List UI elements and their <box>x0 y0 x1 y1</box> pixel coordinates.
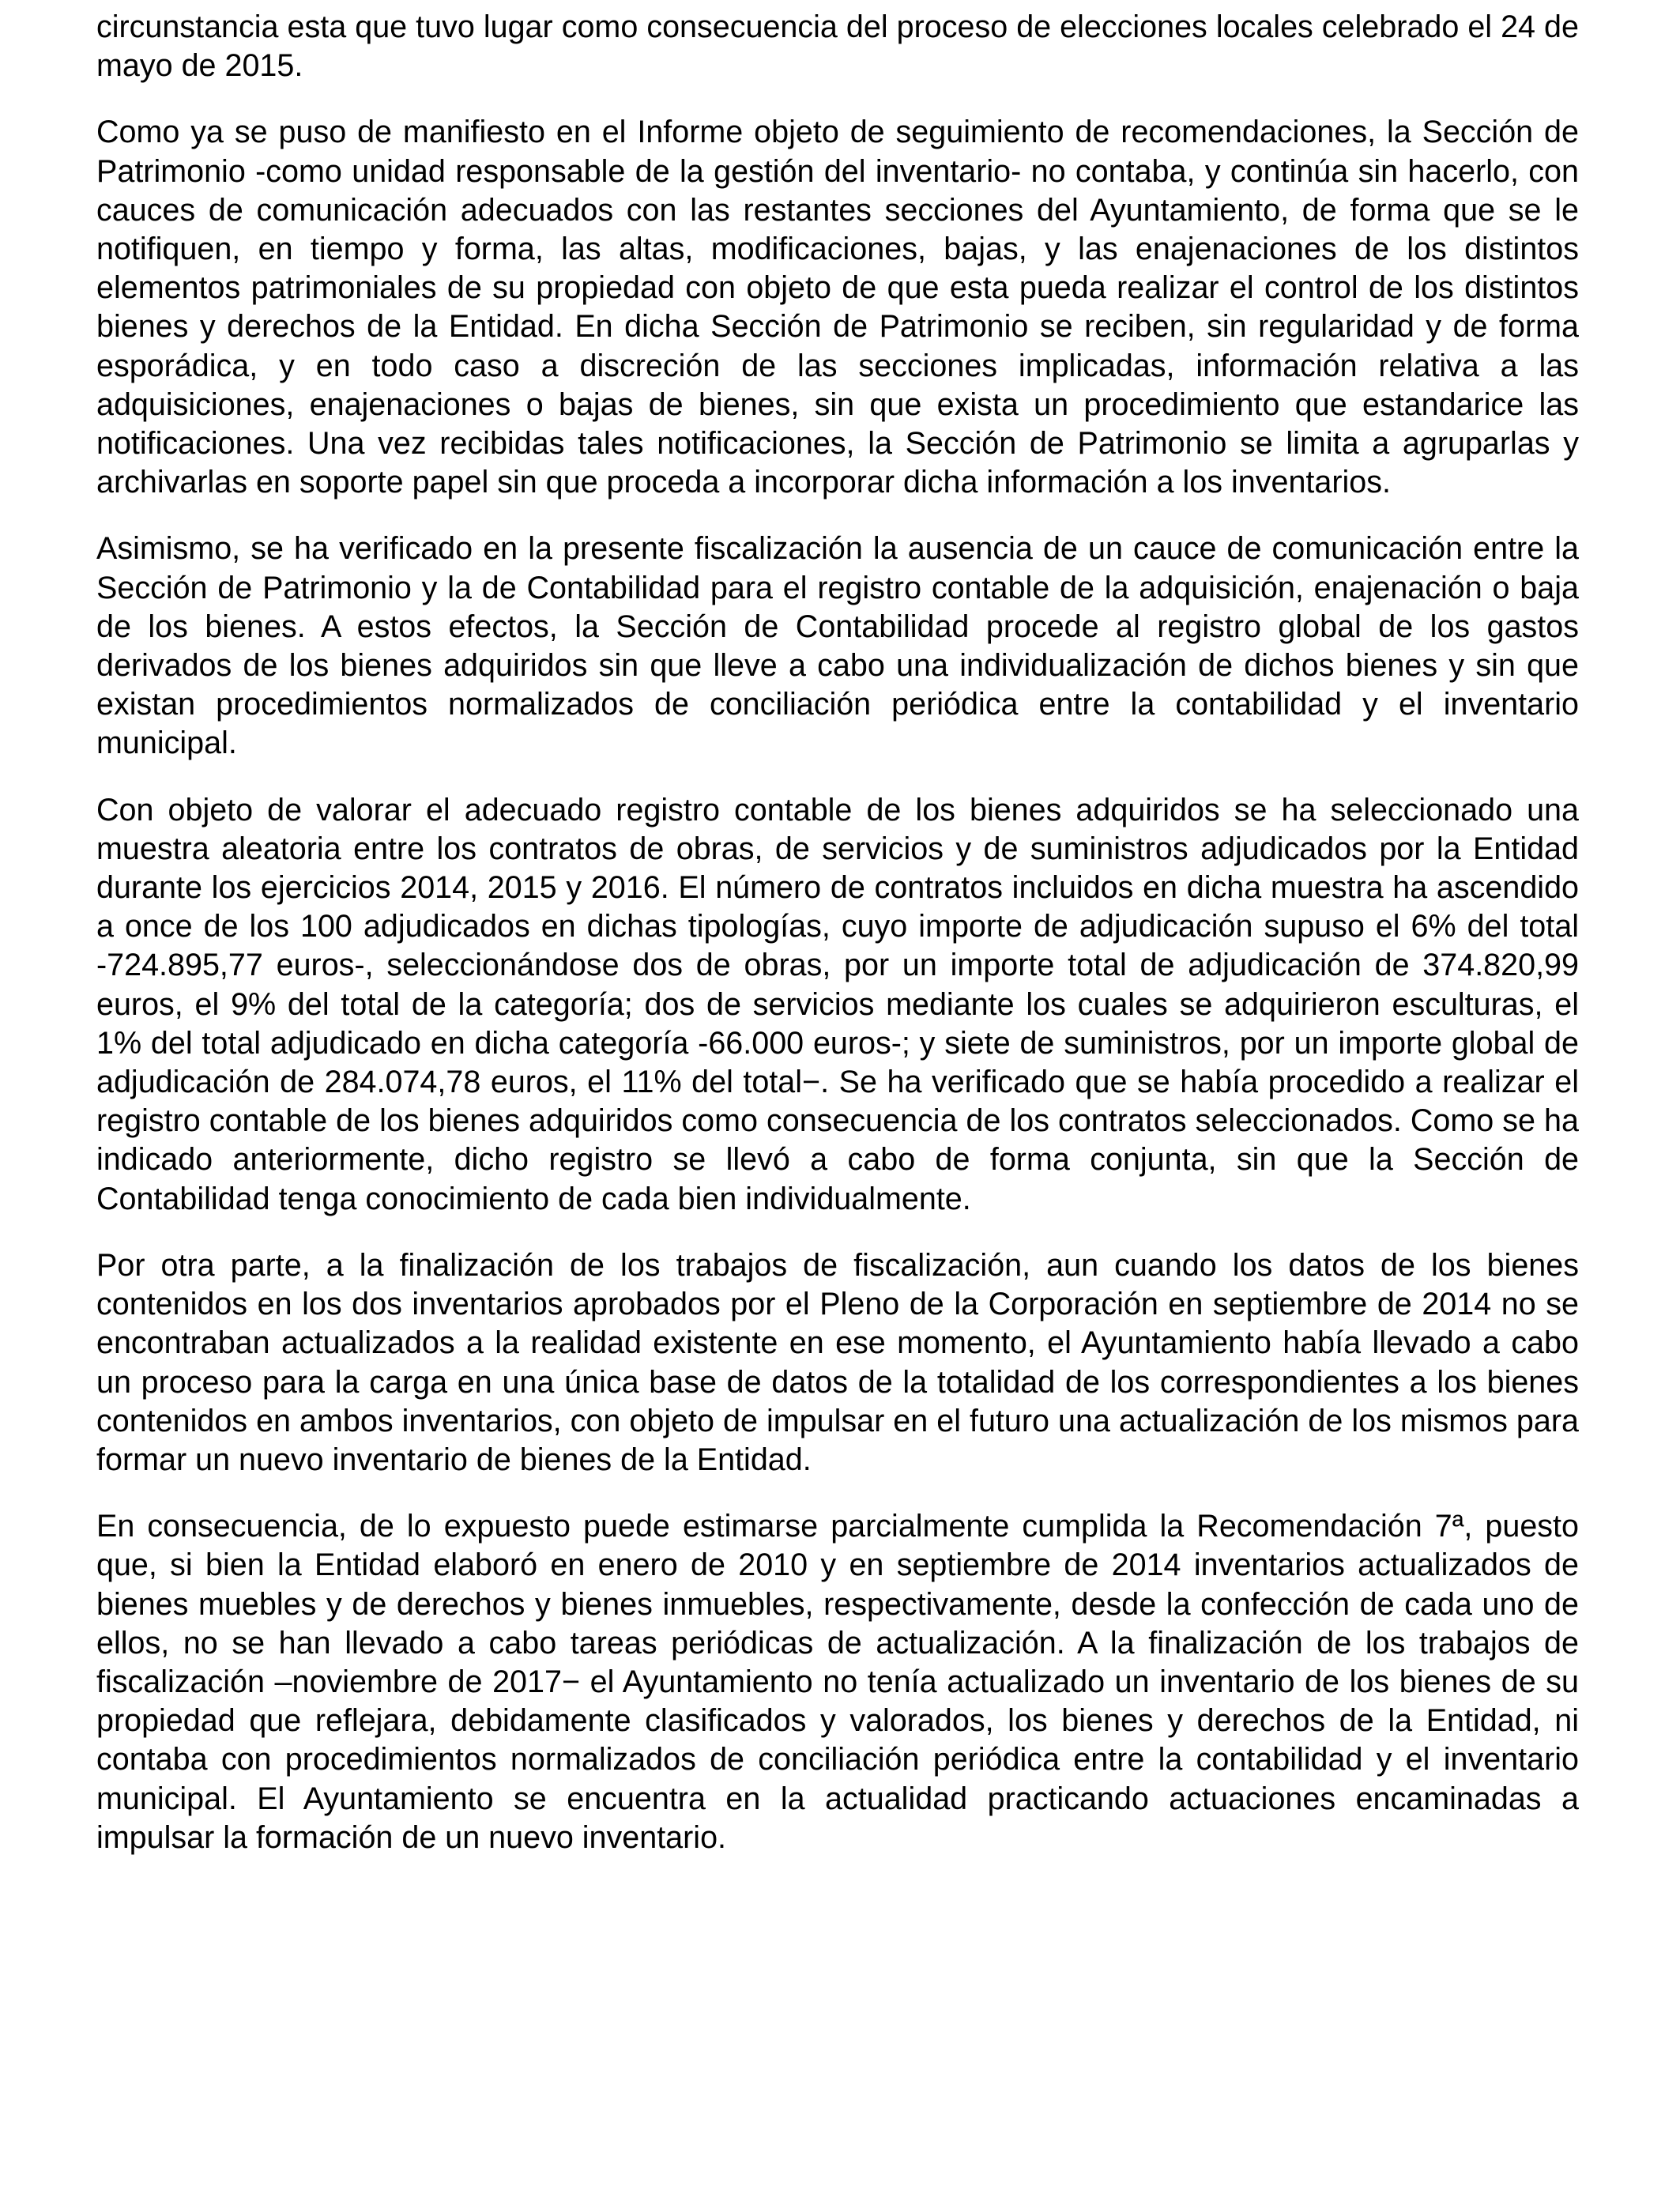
paragraph-patrimonio-communication: Como ya se puso de manifiesto en el Informe objeto de seguimiento de recomendaciones, la Sección de Patrimonio -como unidad responsable de la gestión del inventario- no contaba, y continúa sin hacerlo, con cauces de comunicación adecuados con las restantes secciones del Ayuntamiento, de forma que se le notifiquen, en tiempo y forma, las altas, modificaciones, bajas, y las enajenaciones de los distintos elementos patrimoniales de su propiedad con objeto de que esta pueda realizar el control de los distintos bienes y derechos de la Entidad. En dicha Sección de Patrimonio se reciben, sin regularidad y de forma esporádica, y en todo caso a discreción de las secciones implicadas, información relativa a las adquisiciones, enajenaciones o bajas de bienes, sin que exista un procedimiento que estandarice las notificaciones. Una vez recibidas tales notificaciones, la Sección de Patrimonio se limita a agruparlas y archivarlas en soporte papel sin que proceda a incorporar dicha información a los inventarios. <box>96 115 1579 500</box>
paragraph-election-circumstance: circunstancia esta que tuvo lugar como consecuencia del proceso de elecciones locales celebrado el 24 de mayo de 2015. <box>96 9 1579 84</box>
document-page <box>96 8 1579 1885</box>
paragraph-contabilidad-channel: Asimismo, se ha verificado en la presente fiscalización la ausencia de un cauce de comunicación entre la Sección de Patrimonio y la de Contabilidad para el registro contable de la adquisición, enajenación o baja de los bienes. A estos efectos, la Sección de Contabilidad procede al registro global de los gastos derivados de los bienes adquiridos sin que lleve a cabo una individualización de dichos bienes y sin que existan procedimientos normalizados de conciliación periódica entre la contabilidad y el inventario municipal. <box>96 531 1579 761</box>
paragraph-contract-sample: Con objeto de valorar el adecuado registro contable de los bienes adquiridos se ha seleccionado una muestra aleatoria entre los contratos de obras, de servicios y de suministros adjudicados por la Entidad durante los ejercicios 2014, 2015 y 2016. El número de contratos incluidos en dicha muestra ha ascendido a once de los 100 adjudicados en dichas tipologías, cuyo importe de adjudicación supuso el 6% del total -724.895,77 euros-, seleccionándose dos de obras, por un importe total de adjudicación de 374.820,99 euros, el 9% del total de la categoría; dos de servicios mediante los cuales se adquirieron esculturas, el 1% del total adjudicado en dicha categoría -66.000 euros-; y siete de suministros, por un importe global de adjudicación de 284.074,78 euros, el 11% del total−. Se ha verificado que se había procedido a realizar el registro contable de los bienes adquiridos como consecuencia de los contratos seleccionados. Como se ha indicado anteriormente, dicho registro se llevó a cabo de forma conjunta, sin que la Sección de Contabilidad tenga conocimiento de cada bien individualmente. <box>96 792 1579 1216</box>
paragraph-conclusion-recommendation: En consecuencia, de lo expuesto puede estimarse parcialmente cumplida la Recomendación 7ª, puesto que, si bien la Entidad elaboró en enero de 2010 y en septiembre de 2014 inventarios actualizados de bienes muebles y de derechos y bienes inmuebles, respectivamente, desde la confección de cada uno de ellos, no se han llevado a cabo tareas periódicas de actualización. A la finalización de los trabajos de fiscalización –noviembre de 2017− el Ayuntamiento no tenía actualizado un inventario de los bienes de su propiedad que reflejara, debidamente clasificados y valorados, los bienes y derechos de la Entidad, ni contaba con procedimientos normalizados de conciliación periódica entre la contabilidad y el inventario municipal. El Ayuntamiento se encuentra en la actualidad practicando actuaciones encaminadas a impulsar la formación de un nuevo inventario. <box>96 1509 1579 1855</box>
paragraph-database-load: Por otra parte, a la finalización de los trabajos de fiscalización, aun cuando los datos de los bienes contenidos en los dos inventarios aprobados por el Pleno de la Corporación en septiembre de 2014 no se encontraban actualizados a la realidad existente en ese momento, el Ayuntamiento había llevado a cabo un proceso para la carga en una única base de datos de la totalidad de los correspondientes a los bienes contenidos en ambos inventarios, con objeto de impulsar en el futuro una actualización de los mismos para formar un nuevo inventario de bienes de la Entidad. <box>96 1247 1579 1477</box>
